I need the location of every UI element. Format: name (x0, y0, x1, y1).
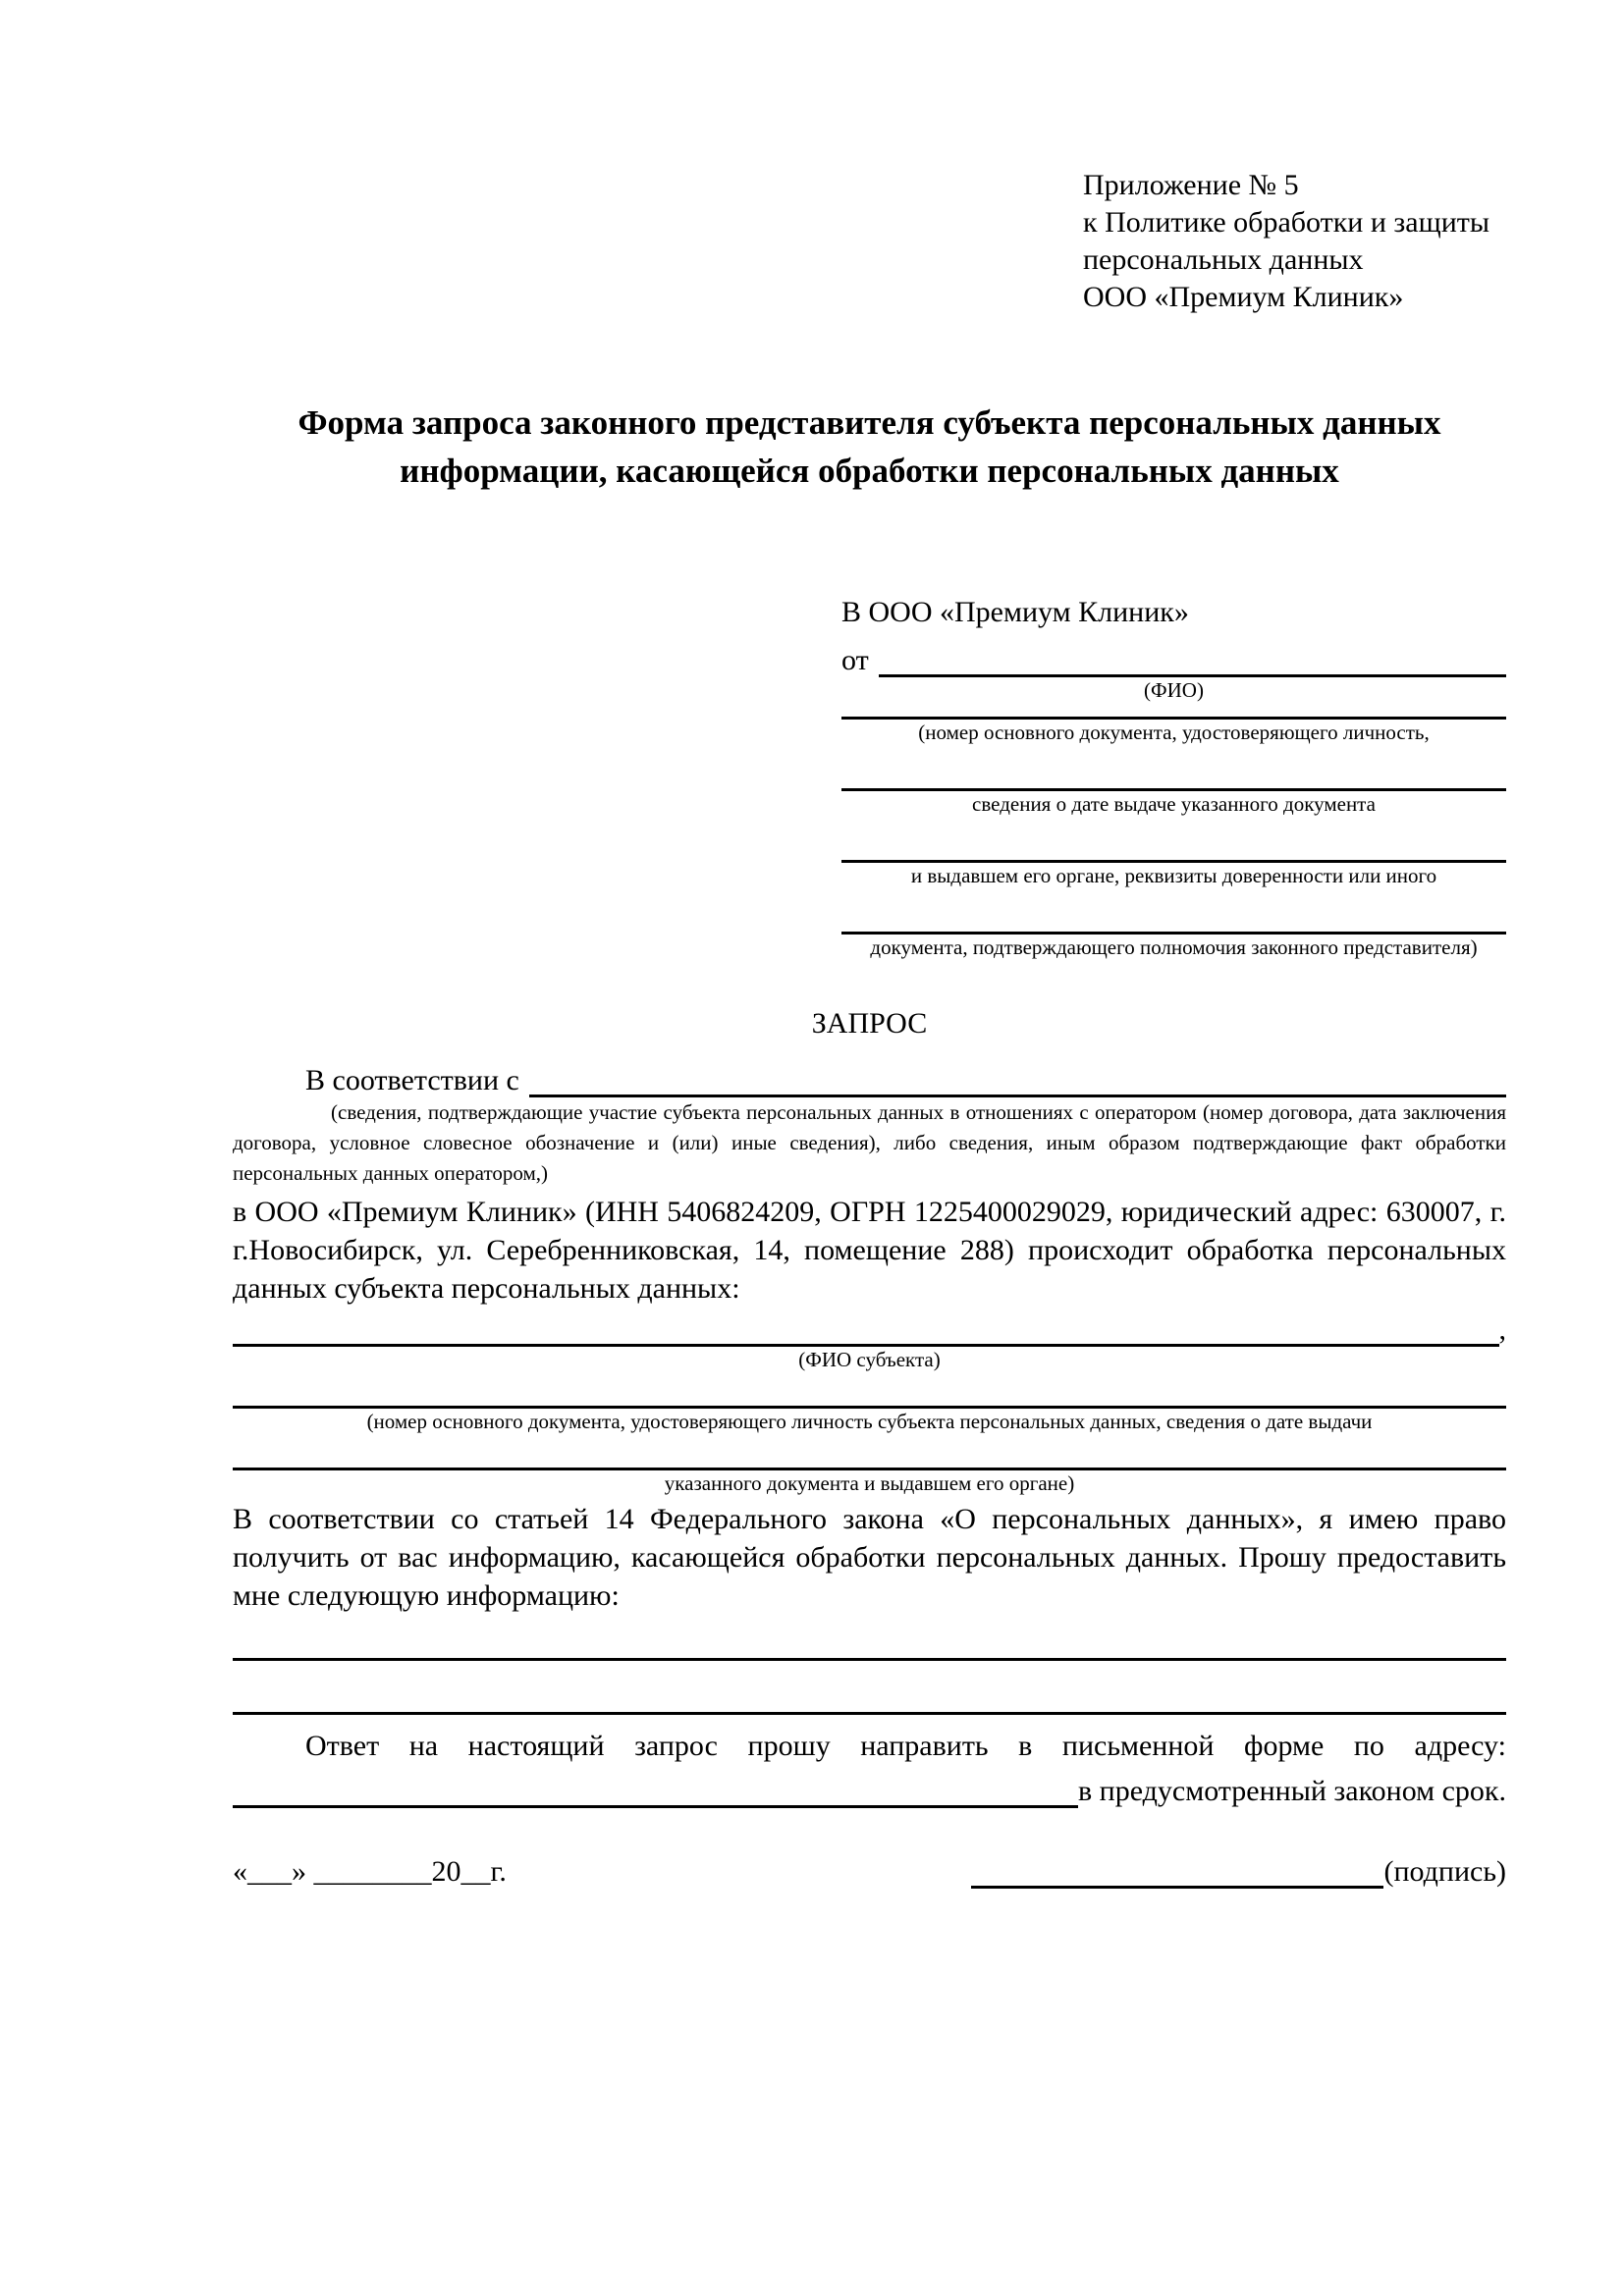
subject-name-comma: , (1498, 1313, 1506, 1346)
subject-name-caption: (ФИО субъекта) (798, 1348, 941, 1371)
request-heading: ЗАПРОС (811, 1007, 928, 1040)
appendix-header-line-2: к Политике обработки и защиты (1083, 206, 1490, 239)
representative-doc-line-1 (841, 703, 1506, 720)
appendix-header-line-4: ООО «Премиум Клиник» (1083, 281, 1404, 313)
representative-doc-caption-1: (номер основного документа, удостоверяющего личность, (918, 721, 1430, 744)
representative-doc-line-4 (841, 888, 1506, 934)
recipient-name: В ООО «Премиум Клиник» (841, 596, 1189, 628)
signature-line (971, 1856, 1383, 1889)
subject-doc-line-2 (233, 1434, 1506, 1470)
basis-row (233, 1054, 1506, 1097)
subject-name-row (233, 1313, 1506, 1347)
representative-doc-line-2 (841, 745, 1506, 791)
representative-doc-caption-3: и выдавшем его органе, реквизиты доверенности или иного (910, 864, 1437, 887)
appendix-header (1083, 167, 1506, 316)
page-title: Форма запроса законного представителя субъекта персональных данных информации, касающейся обработки персональных данных (298, 403, 1441, 490)
signature-caption: (подпись) (1383, 1855, 1506, 1888)
subject-doc-line-1 (233, 1372, 1506, 1409)
subject-doc-caption-2: указанного документа и выдавшем его органе) (664, 1471, 1075, 1495)
from-row (841, 632, 1506, 677)
information-line-1 (233, 1658, 1506, 1661)
representative-doc-caption-4: документа, подтверждающего полномочия законного представителя) (870, 935, 1478, 959)
response-tail: в предусмотренный законом срок. (1078, 1775, 1506, 1807)
basis-label: В соответствии с (305, 1064, 519, 1096)
appendix-header-line-3: персональных данных (1083, 243, 1364, 276)
response-lead: Ответ на настоящий запрос прошу направить в письменной форме по адресу: (305, 1730, 1506, 1762)
appendix-header-line-1: Приложение № 5 (1083, 169, 1299, 201)
information-line-2 (233, 1712, 1506, 1715)
basis-caption: (сведения, подтверждающие участие субъекта персональных данных в отношениях с оператором (номер договора, дата заключения договора, условное словесное обозначение и (или) иные сведения), либо сведения, иным образом подтверждающие факт обработки персональных данных оператором,) (233, 1100, 1506, 1185)
operator-paragraph: в ООО «Премиум Клиник» (ИНН 5406824209, ОГРН 1225400029029, юридический адрес: 630007, г. г.Новосибирск, ул. Серебренниковская, 14, помещение 288) происходит обработка персональных данных субъекта персональных данных: (233, 1196, 1506, 1305)
rights-paragraph: В соответствии со статьей 14 Федерального закона «О персональных данных», я имею право получить от вас информацию, касающейся обработки персональных данных. Прошу предоставить мне следующую информацию: (233, 1503, 1506, 1612)
representative-doc-caption-2: сведения о дате выдаче указанного документа (972, 792, 1376, 816)
addressee-block (841, 593, 1506, 960)
response-address-line (233, 1805, 1078, 1808)
signature-group (971, 1855, 1506, 1889)
date-line: «___» ________20__г. (233, 1855, 507, 1888)
subject-doc-caption-1: (номер основного документа, удостоверяющего личность субъекта персональных данных, сведения о дате выдачи (366, 1410, 1373, 1433)
response-address-row (233, 1765, 1506, 1808)
signature-row (233, 1855, 1506, 1889)
representative-doc-line-3 (841, 817, 1506, 863)
fio-caption: (ФИО) (1144, 678, 1204, 702)
from-label: от (841, 644, 869, 676)
